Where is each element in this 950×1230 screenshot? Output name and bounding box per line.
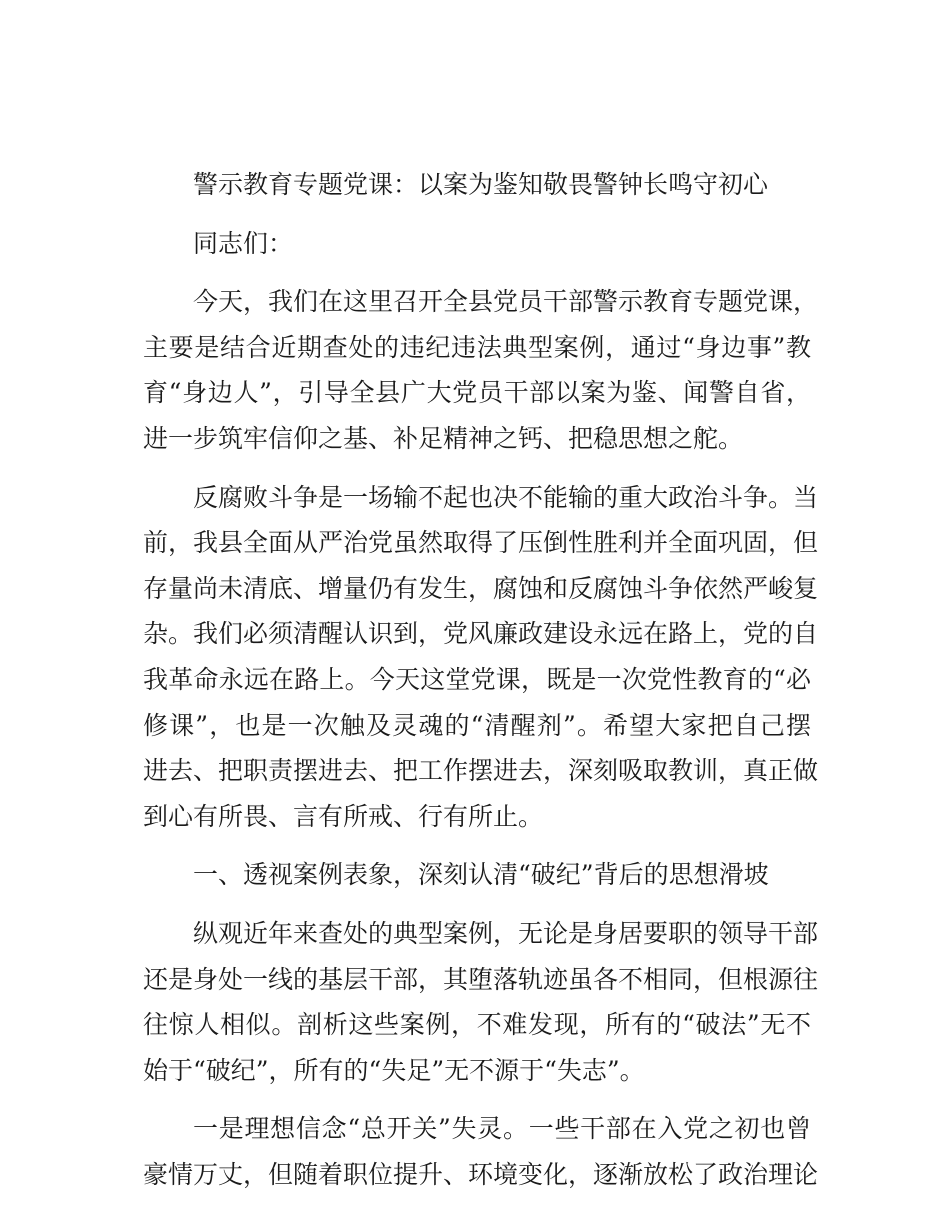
paragraph-line: 纵观近年来查处的典型案例，无论是身居要职的领导干部	[193, 918, 819, 948]
paragraph-line: 一是理想信念“总开关”失灵。一些干部在入党之初也曾	[193, 1114, 811, 1144]
paragraph-3	[143, 911, 819, 1093]
paragraph-line: 反腐败斗争是一场输不起也决不能输的重大政治斗争。当	[193, 482, 819, 512]
paragraph-2	[143, 475, 819, 840]
section-heading: 一、透视案例表象，深刻认清“破纪”背后的思想滑坡	[193, 860, 769, 890]
paragraph-line: 进去、把职责摆进去、把工作摆进去，深刻吸取教训，真正做	[143, 756, 819, 786]
document-title: 警示教育专题党课：以案为鉴知敬畏警钟长鸣守初心	[193, 170, 769, 199]
paragraph-line: 修课”，也是一次触及灵魂的“清醒剂”。希望大家把自己摆	[143, 710, 811, 740]
paragraph-1	[143, 279, 819, 461]
document-page	[143, 162, 819, 1197]
paragraph-line: 今天，我们在这里召开全县党员干部警示教育专题党课，	[193, 287, 819, 317]
paragraph-line: 育“身边人”，引导全县广大党员干部以案为鉴、闻警自省，	[143, 378, 811, 408]
section-heading-1	[143, 852, 811, 898]
paragraph-line: 主要是结合近期查处的违纪违法典型案例，通过“身边事”教	[143, 332, 811, 362]
paragraph-line: 往惊人相似。剖析这些案例，不难发现，所有的“破法”无不	[143, 1010, 811, 1040]
paragraph-line: 杂。我们必须清醒认识到，党风廉政建设永远在路上，党的自	[143, 619, 819, 649]
paragraph-line: 我革命永远在路上。今天这堂党课，既是一次党性教育的“必	[143, 664, 811, 694]
paragraph-line: 进一步筑牢信仰之基、补足精神之钙、把稳思想之舵。	[143, 423, 744, 453]
paragraph-line: 存量尚未清底、增量仍有发生，腐蚀和反腐蚀斗争依然严峻复	[143, 573, 819, 603]
paragraph-line: 豪情万丈，但随着职位提升、环境变化，逐渐放松了政治理论	[143, 1159, 819, 1189]
paragraph-line: 到心有所畏、言有所戒、行有所止。	[143, 801, 544, 831]
paragraph-line: 还是身处一线的基层干部，其堕落轨迹虽各不相同，但根源往	[143, 964, 819, 994]
salutation: 同志们：	[193, 228, 294, 258]
paragraph-line: 始于“破纪”，所有的“失足”无不源于“失志”。	[143, 1055, 645, 1085]
paragraph-line: 前，我县全面从严治党虽然取得了压倒性胜利并全面巩固，但	[143, 528, 819, 558]
paragraph-4	[143, 1106, 819, 1197]
